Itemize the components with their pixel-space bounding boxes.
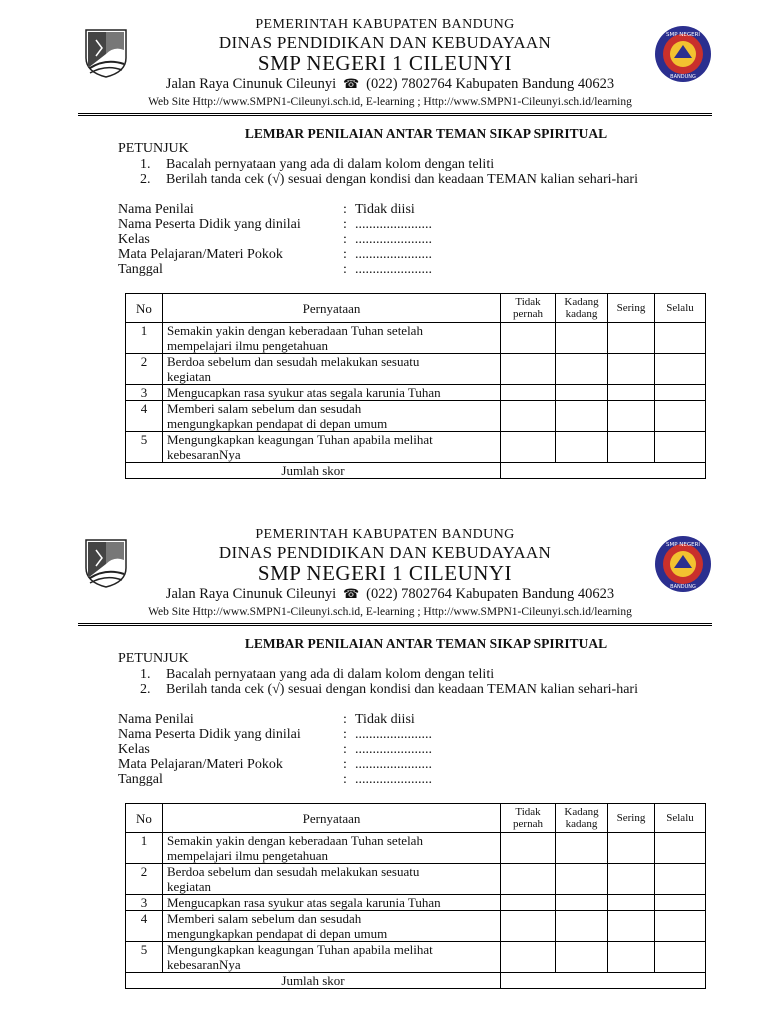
check-cell[interactable] — [655, 385, 706, 401]
col-header-pernyataan: Pernyataan — [163, 804, 501, 833]
field-mata-pelajaran: Mata Pelajaran/Materi Pokok : ...................... — [118, 247, 432, 262]
header-divider — [78, 115, 712, 116]
instruction-item: 2. Berilah tanda cek (√) sesuai dengan kondisi dan keadaan TEMAN kalian sehari-hari — [140, 172, 638, 187]
table-row: 3 Mengucapkan rasa syukur atas segala karunia Tuhan — [126, 385, 706, 401]
col-header-tidak-pernah: Tidak pernah — [501, 294, 556, 323]
form-title: LEMBAR PENILAIAN ANTAR TEMAN SIKAP SPIRITUAL — [244, 636, 608, 651]
svg-text:BANDUNG: BANDUNG — [670, 74, 696, 80]
table-row: 5 Mengungkapkan keagungan Tuhan apabila melihat kebesaranNya — [126, 432, 706, 463]
check-cell[interactable] — [501, 323, 556, 354]
total-score-cell[interactable] — [501, 973, 706, 989]
check-cell[interactable] — [608, 401, 655, 432]
assessment-table — [125, 293, 706, 479]
phone-icon: ☎ — [339, 586, 363, 601]
check-cell[interactable] — [501, 385, 556, 401]
field-kelas: Kelas : ...................... — [118, 742, 432, 757]
check-cell[interactable] — [556, 864, 608, 895]
table-row: 4 Memberi salam sebelum dan sesudah mengungkapkan pendapat di depan umum — [126, 401, 706, 432]
check-cell[interactable] — [608, 864, 655, 895]
instruction-item: 2. Berilah tanda cek (√) sesuai dengan kondisi dan keadaan TEMAN kalian sehari-hari — [140, 682, 638, 697]
check-cell[interactable] — [655, 354, 706, 385]
check-cell[interactable] — [501, 864, 556, 895]
check-cell[interactable] — [501, 895, 556, 911]
check-cell[interactable] — [608, 354, 655, 385]
check-cell[interactable] — [501, 942, 556, 973]
check-cell[interactable] — [655, 401, 706, 432]
total-row: Jumlah skor — [126, 973, 706, 989]
form-title: LEMBAR PENILAIAN ANTAR TEMAN SIKAP SPIRITUAL — [244, 126, 608, 141]
header-divider — [78, 623, 712, 624]
header-address: Jalan Raya Cinunuk Cileunyi ☎ (022) 7802764 Kabupaten Bandung 40623 — [165, 76, 615, 92]
check-cell[interactable] — [556, 911, 608, 942]
check-cell[interactable] — [556, 385, 608, 401]
regency-emblem-icon — [84, 538, 128, 588]
field-nama-penilai: Nama Penilai : Tidak diisi — [118, 202, 415, 217]
col-header-sering: Sering — [608, 294, 655, 323]
check-cell[interactable] — [501, 401, 556, 432]
header-government: PEMERINTAH KABUPATEN BANDUNG — [255, 17, 515, 32]
col-header-pernyataan: Pernyataan — [163, 294, 501, 323]
col-header-selalu: Selalu — [655, 294, 706, 323]
check-cell[interactable] — [655, 911, 706, 942]
instruction-item: 1. Bacalah pernyataan yang ada di dalam kolom dengan teliti — [140, 157, 495, 172]
col-header-sering: Sering — [608, 804, 655, 833]
check-cell[interactable] — [556, 895, 608, 911]
check-cell[interactable] — [655, 864, 706, 895]
instruction-item: 1. Bacalah pernyataan yang ada di dalam kolom dengan teliti — [140, 667, 495, 682]
check-cell[interactable] — [501, 911, 556, 942]
table-row: 2 Berdoa sebelum dan sesudah melakukan sesuatu kegiatan — [126, 864, 706, 895]
svg-text:BANDUNG: BANDUNG — [670, 584, 696, 590]
table-row: 2 Berdoa sebelum dan sesudah melakukan sesuatu kegiatan — [126, 354, 706, 385]
col-header-selalu: Selalu — [655, 804, 706, 833]
check-cell[interactable] — [556, 354, 608, 385]
check-cell[interactable] — [608, 942, 655, 973]
check-cell[interactable] — [501, 354, 556, 385]
col-header-kadang-kadang: Kadang kadang — [556, 804, 608, 833]
check-cell[interactable] — [655, 895, 706, 911]
check-cell[interactable] — [655, 432, 706, 463]
check-cell[interactable] — [655, 942, 706, 973]
header-school-name: SMP NEGERI 1 CILEUNYI — [257, 561, 513, 585]
field-nama-peserta: Nama Peserta Didik yang dinilai : ...................... — [118, 727, 432, 742]
table-row: 1 Semakin yakin dengan keberadaan Tuhan setelah mempelajari ilmu pengetahuan — [126, 833, 706, 864]
header-website: Web Site Http://www.SMPN1-Cileunyi.sch.id, E-learning ; Http://www.SMPN1-Cileunyi.sch.id/learning — [148, 96, 632, 108]
header-website: Web Site Http://www.SMPN1-Cileunyi.sch.id, E-learning ; Http://www.SMPN1-Cileunyi.sch.id/learning — [148, 606, 632, 618]
check-cell[interactable] — [608, 895, 655, 911]
check-cell[interactable] — [608, 911, 655, 942]
assessment-table — [125, 803, 706, 989]
school-badge-icon — [654, 535, 712, 593]
header-department: DINAS PENDIDIKAN DAN KEBUDAYAAN — [218, 543, 552, 562]
table-header-row — [126, 804, 706, 833]
instructions-heading: PETUNJUK — [118, 141, 189, 156]
instructions-heading: PETUNJUK — [118, 651, 189, 666]
check-cell[interactable] — [556, 401, 608, 432]
col-header-no: No — [126, 804, 163, 833]
check-cell[interactable] — [501, 833, 556, 864]
form-sheet-2 — [0, 510, 768, 1020]
field-tanggal: Tanggal : ...................... — [118, 262, 432, 277]
school-badge-icon — [654, 25, 712, 83]
table-row: 4 Memberi salam sebelum dan sesudah mengungkapkan pendapat di depan umum — [126, 911, 706, 942]
svg-text:SMP NEGERI: SMP NEGERI — [665, 542, 701, 548]
col-header-tidak-pernah: Tidak pernah — [501, 804, 556, 833]
table-header-row — [126, 294, 706, 323]
field-mata-pelajaran: Mata Pelajaran/Materi Pokok : ...................... — [118, 757, 432, 772]
check-cell[interactable] — [655, 833, 706, 864]
header-department: DINAS PENDIDIKAN DAN KEBUDAYAAN — [218, 33, 552, 52]
svg-text:SMP NEGERI: SMP NEGERI — [665, 32, 701, 38]
check-cell[interactable] — [655, 323, 706, 354]
regency-emblem-icon — [84, 28, 128, 78]
header-address: Jalan Raya Cinunuk Cileunyi ☎ (022) 7802764 Kabupaten Bandung 40623 — [165, 586, 615, 602]
total-score-cell[interactable] — [501, 463, 706, 479]
check-cell[interactable] — [501, 432, 556, 463]
check-cell[interactable] — [556, 833, 608, 864]
field-tanggal: Tanggal : ...................... — [118, 772, 432, 787]
field-nama-penilai: Nama Penilai : Tidak diisi — [118, 712, 415, 727]
header-government: PEMERINTAH KABUPATEN BANDUNG — [255, 527, 515, 542]
check-cell[interactable] — [608, 323, 655, 354]
field-nama-peserta: Nama Peserta Didik yang dinilai : ...................... — [118, 217, 432, 232]
header-divider — [78, 625, 712, 626]
check-cell[interactable] — [608, 833, 655, 864]
check-cell[interactable] — [556, 942, 608, 973]
table-row: 1 Semakin yakin dengan keberadaan Tuhan setelah mempelajari ilmu pengetahuan — [126, 323, 706, 354]
header-divider — [78, 113, 712, 114]
col-header-no: No — [126, 294, 163, 323]
check-cell[interactable] — [556, 323, 608, 354]
field-kelas: Kelas : ...................... — [118, 232, 432, 247]
total-row: Jumlah skor — [126, 463, 706, 479]
check-cell[interactable] — [556, 432, 608, 463]
header-school-name: SMP NEGERI 1 CILEUNYI — [257, 51, 513, 75]
phone-icon: ☎ — [339, 76, 363, 91]
check-cell[interactable] — [608, 432, 655, 463]
col-header-kadang-kadang: Kadang kadang — [556, 294, 608, 323]
table-row: 3 Mengucapkan rasa syukur atas segala karunia Tuhan — [126, 895, 706, 911]
table-row: 5 Mengungkapkan keagungan Tuhan apabila melihat kebesaranNya — [126, 942, 706, 973]
check-cell[interactable] — [608, 385, 655, 401]
form-sheet-1 — [0, 0, 768, 510]
